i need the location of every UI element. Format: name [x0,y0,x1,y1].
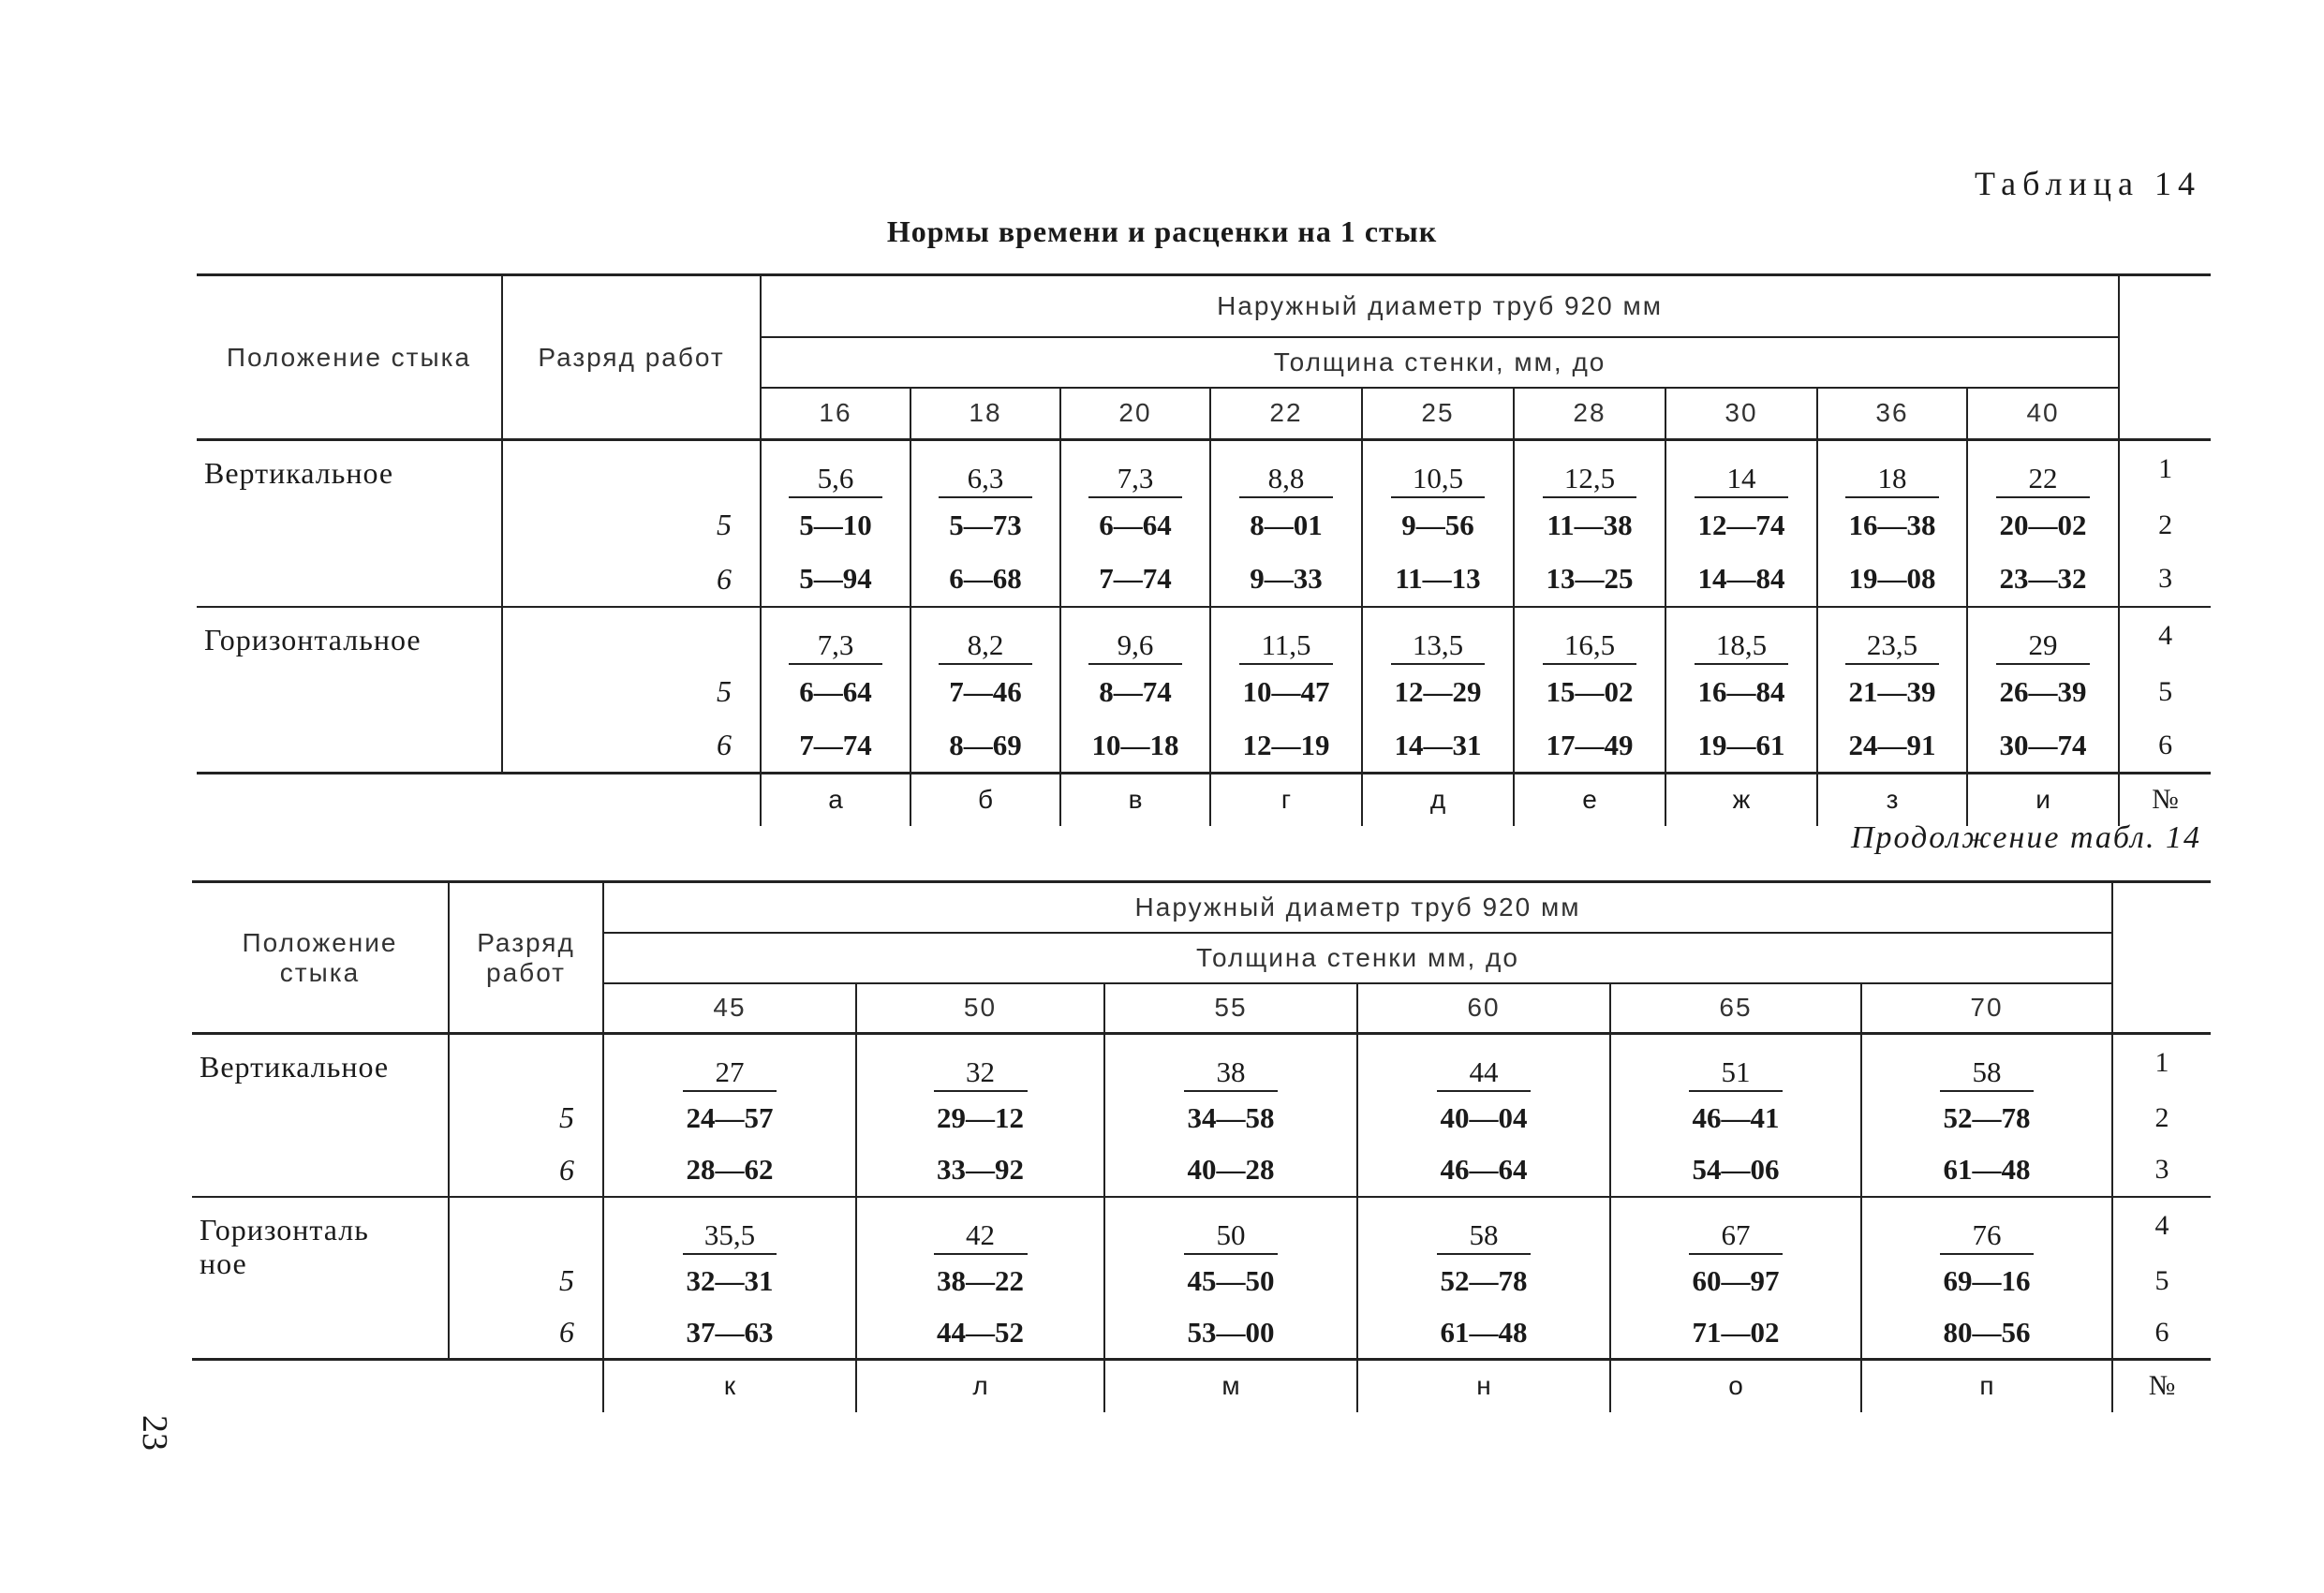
diameter-header: Наружный диаметр труб 920 мм [603,882,2112,933]
page-number: 23 [135,1415,174,1451]
grade-cell [449,1034,603,1092]
thickness-col-30: 30 [1665,388,1817,440]
norm-cell [1514,607,1665,665]
time-norm: 38 [1184,1055,1278,1092]
norm-cell [1060,607,1210,665]
footer-empty [449,1360,603,1412]
rate-cell: 44—52 [856,1307,1104,1360]
rate-cell: 20—02 [1967,498,2119,553]
rate-cell: 71—02 [1610,1307,1861,1360]
rate-cell: 8—74 [1060,665,1210,719]
thickness-col-25: 25 [1362,388,1514,440]
time-norm: 35,5 [683,1217,777,1255]
norms-table-1 [197,273,2211,826]
position-header: Положение стыка [197,275,502,440]
thickness-col-45: 45 [603,983,856,1034]
grade-header-line1: Разряд [477,927,575,957]
rate-cell: 53—00 [1104,1307,1357,1360]
column-letter: м [1104,1360,1357,1412]
table-row [192,1197,2211,1255]
footer-row [192,1360,2211,1412]
rate-cell: 11—38 [1514,498,1665,553]
footer-empty [197,774,502,826]
norm-cell [1362,440,1514,498]
norm-cell [856,1197,1104,1255]
norm-cell [1817,607,1967,665]
position-label: Горизонтальное [197,607,502,774]
norm-cell [910,440,1060,498]
time-norm: 58 [1437,1217,1531,1255]
time-norm: 32 [934,1055,1028,1092]
rate-cell: 32—31 [603,1255,856,1307]
continuation-label: Продолжение табл. 14 [1850,820,2201,855]
norm-cell [1514,440,1665,498]
grade-header-line2: работ [486,957,566,987]
table-row [197,607,2211,665]
norm-cell [1817,440,1967,498]
rate-cell: 28—62 [603,1144,856,1197]
row-number: 1 [2158,453,2173,485]
norm-cell [1060,440,1210,498]
time-norm: 11,5 [1239,627,1333,665]
rate-cell: 19—08 [1817,553,1967,607]
rownum-header [2119,275,2211,440]
grade-cell: 6 [449,1307,603,1360]
norm-cell [1967,607,2119,665]
thickness-col-28: 28 [1514,388,1665,440]
time-norm: 5,6 [789,461,882,498]
rate-cell: 54—06 [1610,1144,1861,1197]
time-norm: 22 [1996,461,2090,498]
footer-empty [502,774,761,826]
column-letter: и [1967,774,2119,826]
rate-cell: 12—19 [1210,719,1362,774]
time-norm: 76 [1940,1217,2034,1255]
position-label [192,1034,449,1197]
time-norm: 51 [1689,1055,1783,1092]
time-norm: 6,3 [939,461,1032,498]
row-number: 2 [2154,1101,2169,1133]
norm-cell [1357,1034,1610,1092]
num-symbol: № [2148,1370,2176,1402]
rate-cell: 5—73 [910,498,1060,553]
column-letter: б [910,774,1060,826]
norm-cell [603,1197,856,1255]
grade-cell [502,440,761,498]
row-number: 4 [2158,620,2173,651]
grade-cell [449,1197,603,1255]
rate-cell: 52—78 [1357,1255,1610,1307]
time-norm: 16,5 [1543,627,1636,665]
grade-cell: 6 [502,719,761,774]
rate-cell: 40—04 [1357,1092,1610,1144]
rate-cell: 46—41 [1610,1092,1861,1144]
rate-cell: 19—61 [1665,719,1817,774]
grade-cell: 6 [449,1144,603,1197]
rate-cell: 37—63 [603,1307,856,1360]
time-norm: 14 [1695,461,1788,498]
rate-cell: 10—47 [1210,665,1362,719]
position-header-line1: Положение [242,927,398,957]
table-row [192,1034,2211,1092]
rate-cell: 80—56 [1861,1307,2112,1360]
time-norm: 44 [1437,1055,1531,1092]
column-letter: л [856,1360,1104,1412]
row-number: 6 [2119,719,2211,774]
grade-cell: 5 [449,1092,603,1144]
time-norm: 67 [1689,1217,1783,1255]
row-number: 5 [2158,675,2173,707]
grade-cell: 5 [449,1255,603,1307]
time-norm: 18 [1845,461,1939,498]
rate-cell: 16—38 [1817,498,1967,553]
norm-cell [1362,607,1514,665]
column-letter: к [603,1360,856,1412]
time-norm: 9,6 [1088,627,1182,665]
rate-cell: 24—57 [603,1092,856,1144]
position-header [192,882,449,1034]
rate-cell: 9—33 [1210,553,1362,607]
table-title: Нормы времени и расценки на 1 стык [886,214,1438,248]
position-label-line1: Вертикальное [200,1050,390,1084]
header-row-1 [192,882,2211,933]
rate-cell: 61—48 [1861,1144,2112,1197]
row-number: 4 [2154,1210,2169,1241]
position-header-line2: стыка [279,957,361,987]
rate-cell: 34—58 [1104,1092,1357,1144]
rate-cell: 6—64 [761,665,910,719]
rate-cell: 16—84 [1665,665,1817,719]
rate-cell: 8—69 [910,719,1060,774]
norms-table-2 [192,880,2211,1412]
column-letter: п [1861,1360,2112,1412]
rate-cell: 5—10 [761,498,910,553]
time-norm: 8,8 [1239,461,1333,498]
rate-cell: 24—91 [1817,719,1967,774]
table-label: Таблица 14 [1975,165,2201,202]
norm-cell [1861,1197,2112,1255]
thickness-col-55: 55 [1104,983,1357,1034]
grade-cell: 5 [502,665,761,719]
grade-cell: 5 [502,498,761,553]
thickness-col-70: 70 [1861,983,2112,1034]
footer-empty [192,1360,449,1412]
thickness-col-50: 50 [856,983,1104,1034]
column-letter: д [1362,774,1514,826]
rate-cell: 29—12 [856,1092,1104,1144]
position-label [192,1197,449,1360]
rate-cell: 26—39 [1967,665,2119,719]
thickness-header: Толщина стенки, мм, до [761,337,2119,388]
norm-cell [1104,1197,1357,1255]
rate-cell: 7—74 [1060,553,1210,607]
rate-cell: 10—18 [1060,719,1210,774]
rate-cell: 13—25 [1514,553,1665,607]
row-number: 6 [2112,1307,2211,1360]
norm-cell [1610,1034,1861,1092]
norm-cell [761,607,910,665]
rate-cell: 7—46 [910,665,1060,719]
time-norm: 50 [1184,1217,1278,1255]
norm-cell [1861,1034,2112,1092]
thickness-col-20: 20 [1060,388,1210,440]
time-norm: 13,5 [1391,627,1485,665]
table-row [197,440,2211,498]
table-row [192,1255,2211,1307]
norm-cell [1967,440,2119,498]
rate-cell: 40—28 [1104,1144,1357,1197]
rate-cell: 33—92 [856,1144,1104,1197]
time-norm: 23,5 [1845,627,1939,665]
rate-cell: 23—32 [1967,553,2119,607]
column-letter: о [1610,1360,1861,1412]
time-norm: 29 [1996,627,2090,665]
row-number: 3 [2112,1144,2211,1197]
column-letter: а [761,774,910,826]
rate-cell: 15—02 [1514,665,1665,719]
thickness-col-65: 65 [1610,983,1861,1034]
rate-cell: 7—74 [761,719,910,774]
time-norm: 7,3 [789,627,882,665]
column-letter: в [1060,774,1210,826]
grade-cell [502,607,761,665]
footer-row [197,774,2211,826]
rate-cell: 12—29 [1362,665,1514,719]
norm-cell [761,440,910,498]
table-row [192,1092,2211,1144]
rate-cell: 17—49 [1514,719,1665,774]
grade-cell: 6 [502,553,761,607]
rate-cell: 14—84 [1665,553,1817,607]
time-norm: 12,5 [1543,461,1636,498]
rate-cell: 69—16 [1861,1255,2112,1307]
norm-cell [603,1034,856,1092]
rate-cell: 45—50 [1104,1255,1357,1307]
rate-cell: 14—31 [1362,719,1514,774]
grade-header [449,882,603,1034]
header-row-1 [197,275,2211,337]
norm-cell [1665,607,1817,665]
rate-cell: 12—74 [1665,498,1817,553]
norm-cell [1357,1197,1610,1255]
thickness-col-16: 16 [761,388,910,440]
thickness-header: Толщина стенки мм, до [603,933,2112,983]
norm-cell [856,1034,1104,1092]
num-symbol: № [2152,784,2179,816]
row-number: 1 [2154,1047,2169,1079]
norm-cell [1610,1197,1861,1255]
position-label-line1: Горизонталь [200,1212,369,1246]
rate-cell: 6—68 [910,553,1060,607]
norm-cell [910,607,1060,665]
rate-cell: 38—22 [856,1255,1104,1307]
rate-cell: 21—39 [1817,665,1967,719]
diameter-header: Наружный диаметр труб 920 мм [761,275,2119,337]
thickness-col-36: 36 [1817,388,1967,440]
rate-cell: 5—94 [761,553,910,607]
table-row [192,1307,2211,1360]
rate-cell: 11—13 [1362,553,1514,607]
time-norm: 8,2 [939,627,1032,665]
norm-cell [1210,607,1362,665]
rate-cell: 46—64 [1357,1144,1610,1197]
thickness-col-22: 22 [1210,388,1362,440]
time-norm: 18,5 [1695,627,1788,665]
time-norm: 7,3 [1088,461,1182,498]
thickness-col-40: 40 [1967,388,2119,440]
position-label: Вертикальное [197,440,502,607]
position-label-line2: ное [200,1246,247,1280]
column-letter: з [1817,774,1967,826]
column-letter: ж [1665,774,1817,826]
norm-cell [1104,1034,1357,1092]
rate-cell: 60—97 [1610,1255,1861,1307]
rate-cell: 9—56 [1362,498,1514,553]
time-norm: 42 [934,1217,1028,1255]
column-letter: е [1514,774,1665,826]
time-norm: 10,5 [1391,461,1485,498]
row-number: 2 [2158,509,2173,540]
thickness-col-60: 60 [1357,983,1610,1034]
rownum-header [2112,882,2211,1034]
time-norm: 27 [683,1055,777,1092]
row-number: 5 [2154,1264,2169,1296]
column-letter: г [1210,774,1362,826]
rate-cell: 52—78 [1861,1092,2112,1144]
norm-cell [1665,440,1817,498]
rate-cell: 61—48 [1357,1307,1610,1360]
thickness-col-18: 18 [910,388,1060,440]
rate-cell: 30—74 [1967,719,2119,774]
column-letter: н [1357,1360,1610,1412]
time-norm: 58 [1940,1055,2034,1092]
table-row [192,1144,2211,1197]
rate-cell: 8—01 [1210,498,1362,553]
grade-header: Разряд работ [502,275,761,440]
rate-cell: 6—64 [1060,498,1210,553]
row-number: 3 [2119,553,2211,607]
norm-cell [1210,440,1362,498]
